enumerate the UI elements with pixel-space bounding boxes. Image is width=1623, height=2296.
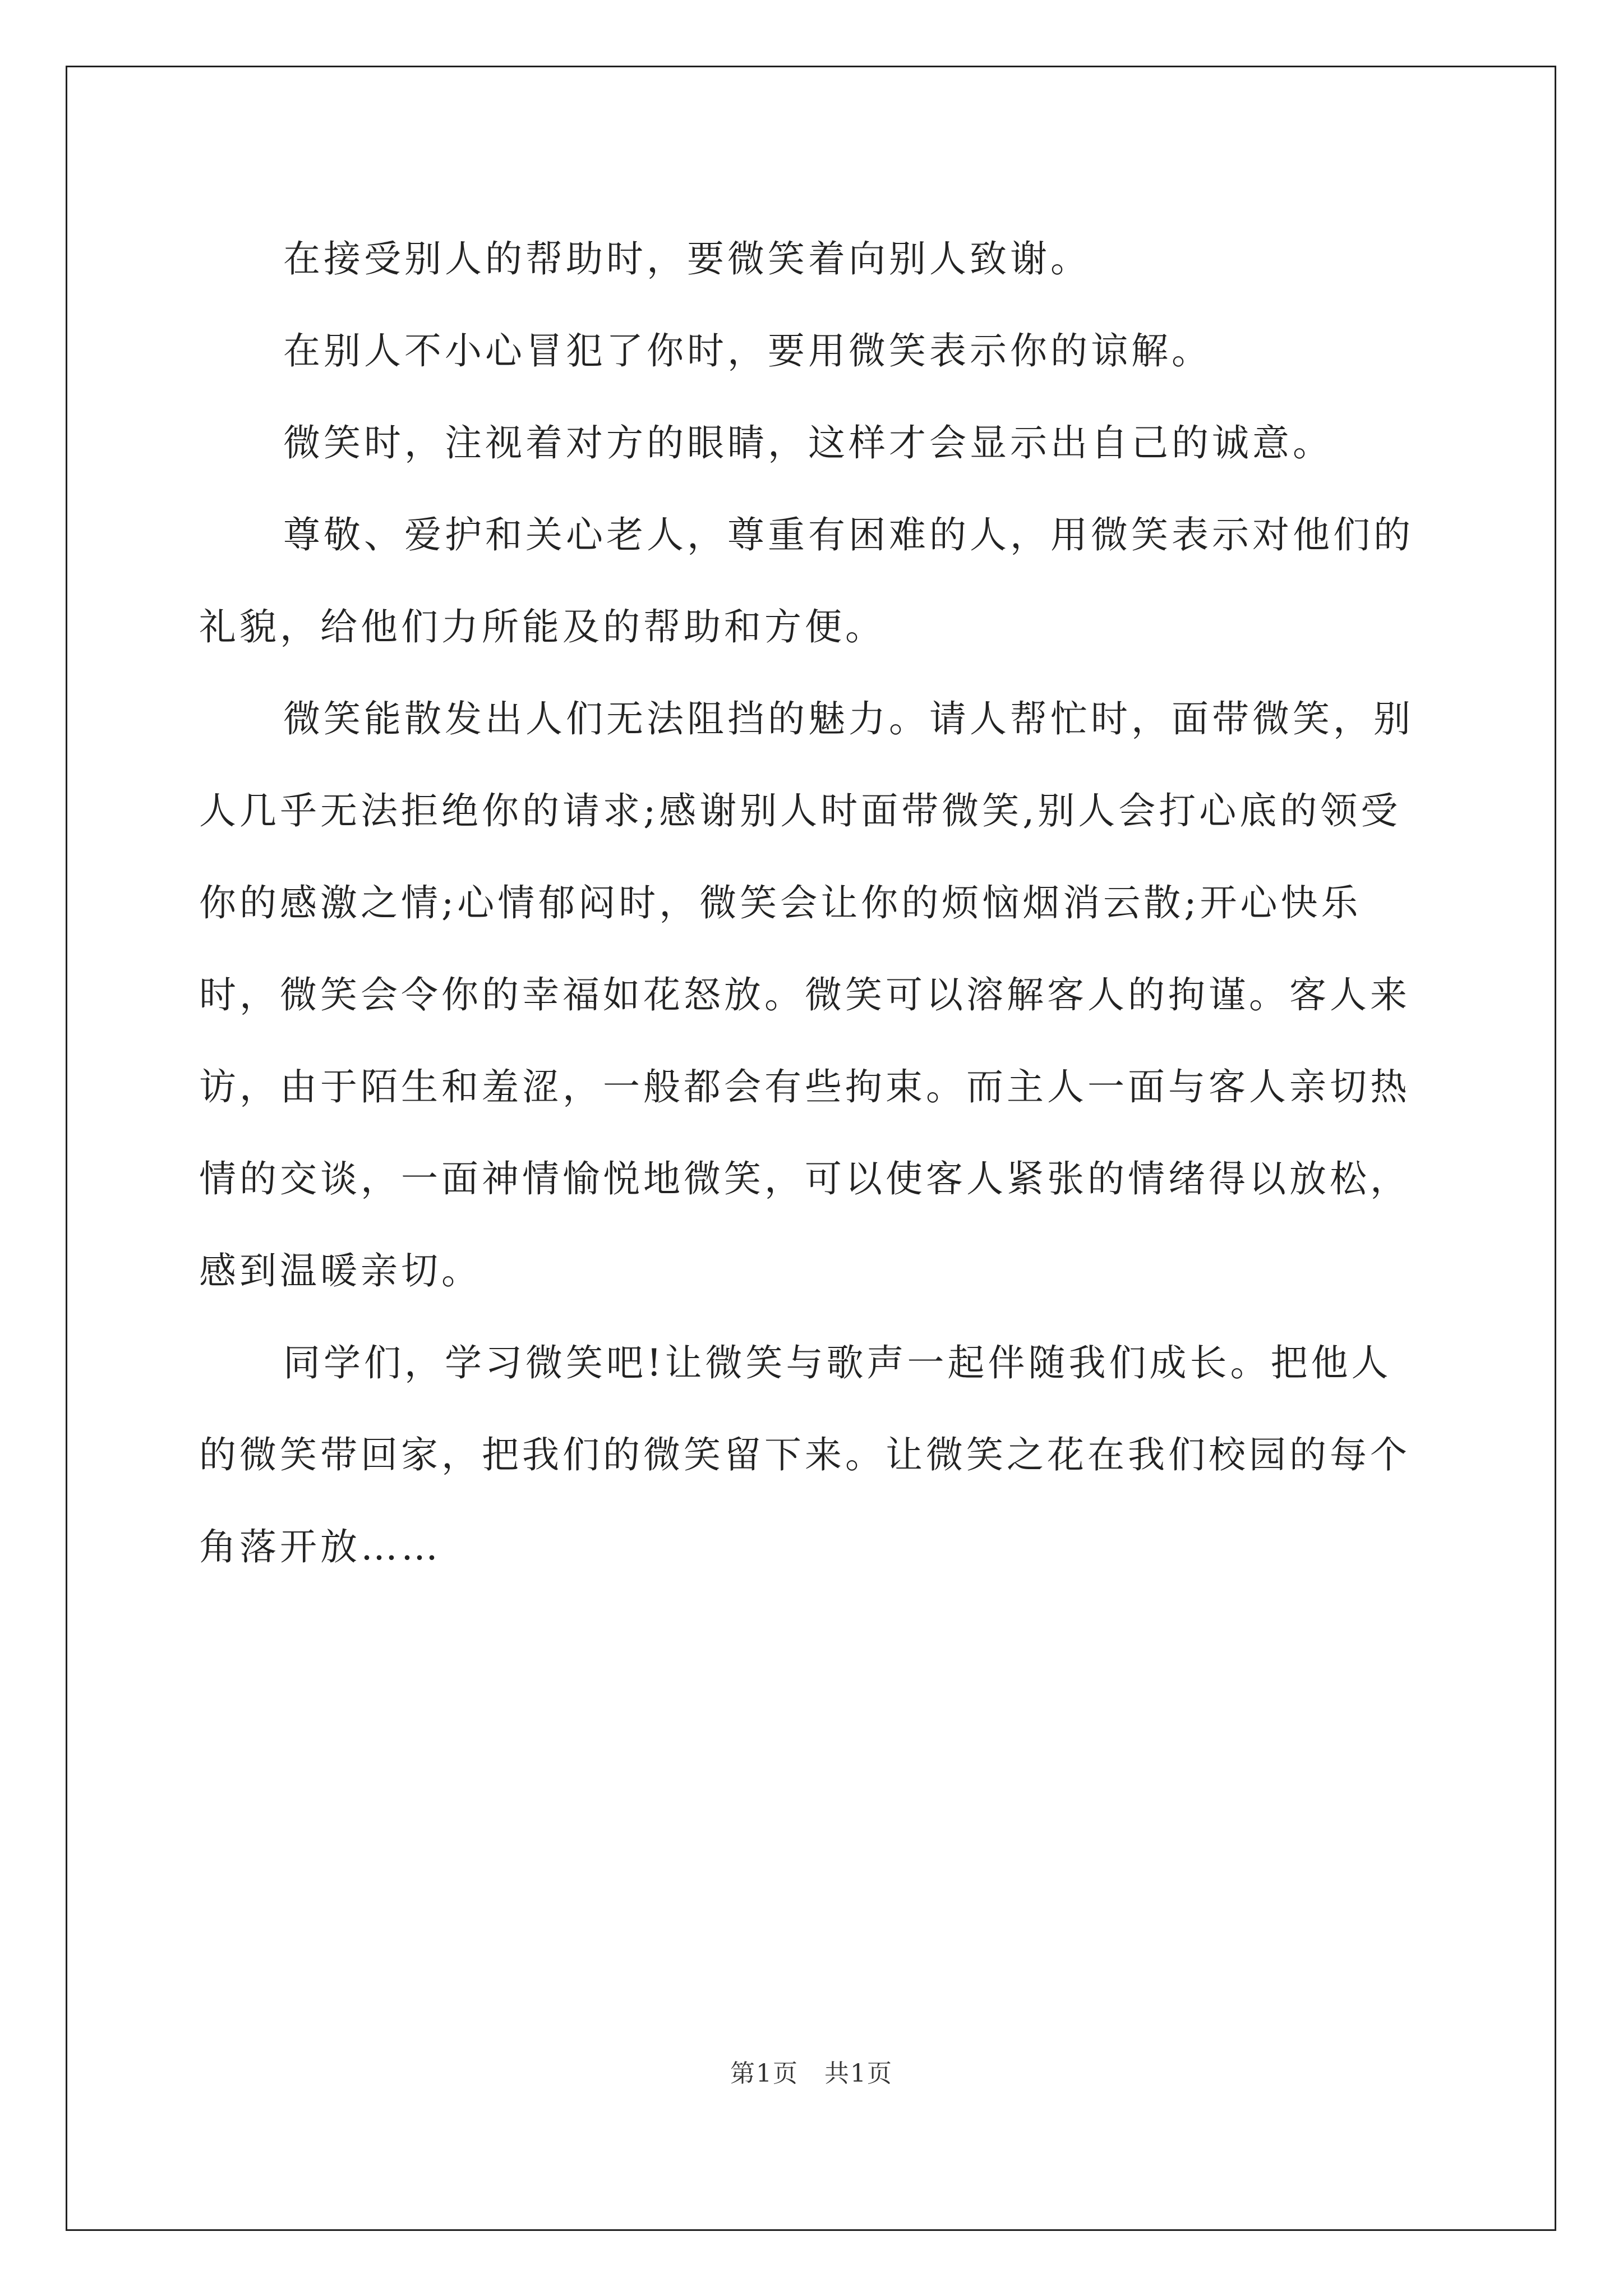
paragraph-thanks: 在接受别人的帮助时，要微笑着向别人致谢。 [283,237,1091,280]
page-number-footer: 第1页 共1页 [730,2059,893,2088]
paragraph-closing: 同学们，学习微笑吧!让微笑与歌声一起伴随我们成长。把他人的微笑带回家，把我们的微笑留下来。让微笑之花在我们校园的每个角落开放…… [199,1341,1410,1568]
paragraph-respect-elderly: 尊敬、爱护和关心老人，尊重有困难的人，用微笑表示对他们的礼貌，给他们力所能及的帮助和方便。 [199,513,1414,648]
paragraph-forgive: 在别人不小心冒犯了你时，要用微笑表示你的谅解。 [283,329,1212,372]
paragraph-charm-of-smile: 微笑能散发出人们无法阻挡的魅力。请人帮忙时，面带微笑，别人几乎无法拒绝你的请求;感谢别人时面带微笑,别人会打心底的领受你的感激之情;心情郁闷时，微笑会让你的烦恼烟消云散;开心快乐时，微笑会令你的幸福如花怒放。微笑可以溶解客人的拘谨。客人来访，由于陌生和羞涩，一般都会有些拘束。而主人一面与客人亲切热情的交谈，一面神情愉悦地微笑，可以使客人紧张的情绪得以放松，感到温暖亲切。 [199,697,1414,1292]
document-body [199,213,1427,1593]
paragraph-eye-contact: 微笑时，注视着对方的眼睛，这样才会显示出自己的诚意。 [283,421,1333,464]
